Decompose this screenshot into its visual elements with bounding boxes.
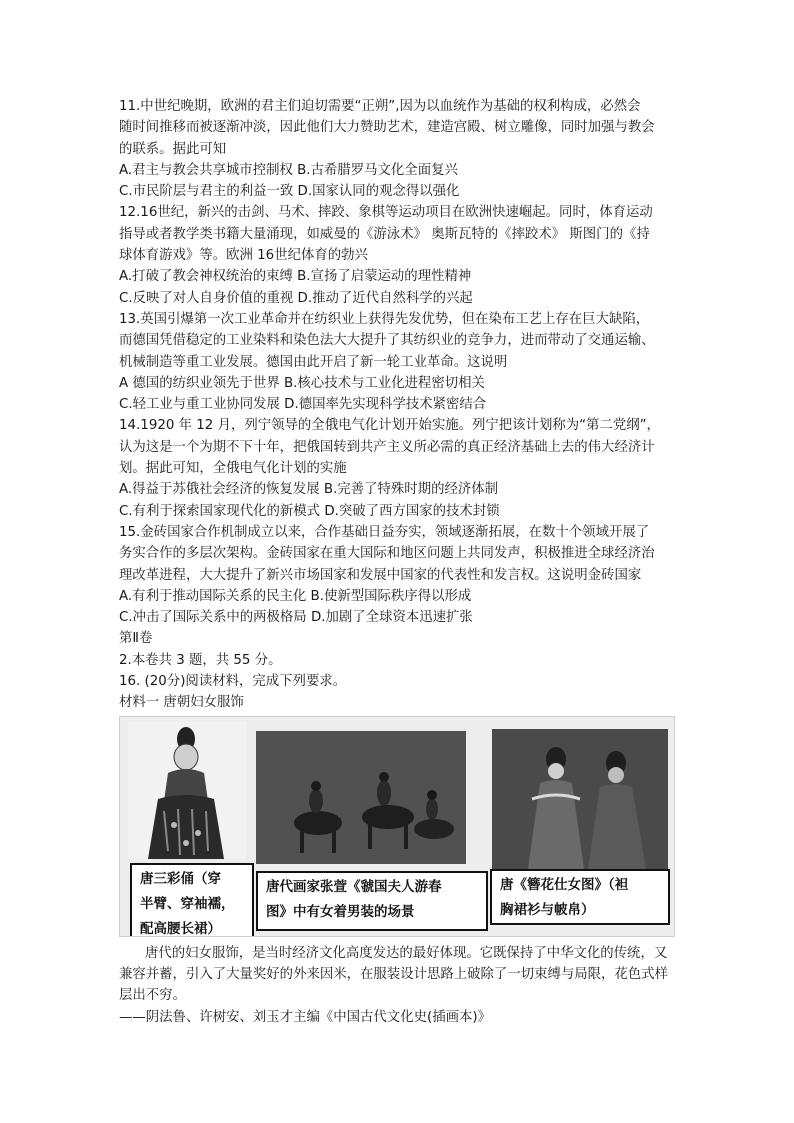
material-source: ——阴法鲁、许树安、刘玉才主编《中国古代文化史(插画本)》 (119, 1009, 491, 1025)
question-13 (119, 309, 679, 415)
question-stem-line: 而德国凭借稳定的工业染料和染色法大大提升了其纺织业的竞争力，进而带动了交通运输、 (119, 333, 655, 349)
tang-sancai-figurine-image (128, 721, 246, 859)
question-stem-line: 划。据此可知，全俄电气化计划的实施 (119, 461, 347, 477)
option-line: C.轻工业与重工业协同发展 D.德国率先实现科学技术紧密结合 (119, 397, 487, 413)
section-title: 第Ⅱ卷 (119, 631, 153, 647)
material-label: 材料一 唐朝妇女服饰 (119, 695, 244, 711)
question-stem-line: 理改革进程，大大提升了新兴市场国家和发展中国家的代表性和发言权。这说明金砖国家 (119, 567, 642, 583)
option-line: A.打破了教会神权统治的束缚 B.宣扬了启蒙运动的理性精神 (119, 269, 472, 285)
question-stem-line: 13.英国引爆第一次工业革命并在纺织业上获得先发优势，但在染布工艺上存在巨大缺陷， (119, 311, 650, 327)
question-stem-line: 机械制造等重工业发展。德国由此开启了新一轮工业革命。这说明 (119, 354, 508, 370)
option-line: A.有利于推动国际关系的民主化 B.使新型国际秩序得以形成 (119, 588, 472, 604)
option-line: A 德国的纺织业领先于世界 B.核心技术与工业化进程密切相关 (119, 375, 485, 391)
question-16-heading: 16. (20分)阅读材料，完成下列要求。 (119, 674, 347, 690)
caption-spring-outing: 唐代画家张萱《虢国夫人游春 图》中有女着男装的场景 (256, 871, 488, 931)
tang-costume-figure (119, 716, 675, 937)
material-body: 唐代的妇女服饰，是当时经济文化高度发达的最好体现。它既保持了中华文化的传统，又兼容并蓄，引入了大量奖好的外来因米，在服装设计思路上破除了一切束缚与局限，花色式样层出不穷。 (119, 945, 669, 1004)
question-stem-line: 认为这是一个为期不下十年，把俄国转到共产主义所必需的真正经济基础上去的伟大经济计 (119, 439, 655, 455)
option-line: C.反映了对人自身价值的重视 D.推动了近代自然科学的兴起 (119, 290, 473, 306)
question-stem-line: 14.1920 年 12 月，列宁领导的全俄电气化计划开始实施。列宁把该计划称为“第二党纲”， (119, 418, 660, 434)
question-stem-line: 12.16世纪，新兴的击剑、马术、摔跤、象棋等运动项目在欧洲快速崛起。同时，体育运动 (119, 205, 653, 221)
option-line: C.市民阶层与君主的利益一致 D.国家认同的观念得以强化 (119, 184, 460, 200)
question-stem-line: 的联系。据此可知 (119, 141, 227, 157)
question-stem-line: 15.金砖国家合作机制成立以来，合作基础日益夯实，领域逐渐拓展，在数十个领域开展了 (119, 524, 650, 540)
guoguo-lady-spring-outing-image (256, 731, 466, 864)
question-stem-line: 指导或者教学类书籍大量涌现，如威曼的《游泳术》 奥斯瓦特的《摔跤术》 斯图门的《持 (119, 226, 650, 242)
option-line: C.有利于探索国家现代化的新模式 D.突破了西方国家的技术封锁 (119, 503, 500, 519)
exam-page (119, 96, 679, 1028)
question-stem-line: 务实合作的多层次架构。金砖国家在重大国际和地区问题上共同发声，积极推进全球经济治 (119, 546, 655, 562)
question-stem-line: 11.中世纪晚期，欧洲的君主们迫切需要“正朔”,因为以血统作为基础的权利构成，必然会 (119, 99, 641, 114)
question-12 (119, 202, 679, 308)
option-line: C.冲击了国际关系中的两极格局 D.加剧了全球资本迅速扩张 (119, 610, 473, 626)
ladies-with-flowers-image (492, 729, 668, 869)
question-stem-line: 球体育游戏》等。欧洲 16世纪体育的勃兴 (119, 248, 368, 264)
question-11 (119, 96, 679, 202)
question-14 (119, 415, 679, 521)
option-line: A.君主与教会共享城市控制权 B.古希腊罗马文化全面复兴 (119, 162, 458, 178)
caption-ladies-with-flowers: 唐《簪花仕女图》（袒 胸裙衫与帔帛） (490, 869, 670, 925)
option-line: A.得益于苏俄社会经济的恢复发展 B.完善了特殊时期的经济体制 (119, 482, 499, 498)
question-stem-line: 随时间推移而被逐渐冲淡，因此他们大力赞助艺术，建造宫殿、树立雕像，同时加强与教会 (119, 120, 655, 136)
caption-sancai-figurine: 唐三彩俑（穿 半臂、穿袖襦， 配高腰长裙） (130, 863, 254, 937)
question-15 (119, 522, 679, 628)
section-note: 2.本卷共 3 题，共 55 分。 (119, 652, 282, 668)
